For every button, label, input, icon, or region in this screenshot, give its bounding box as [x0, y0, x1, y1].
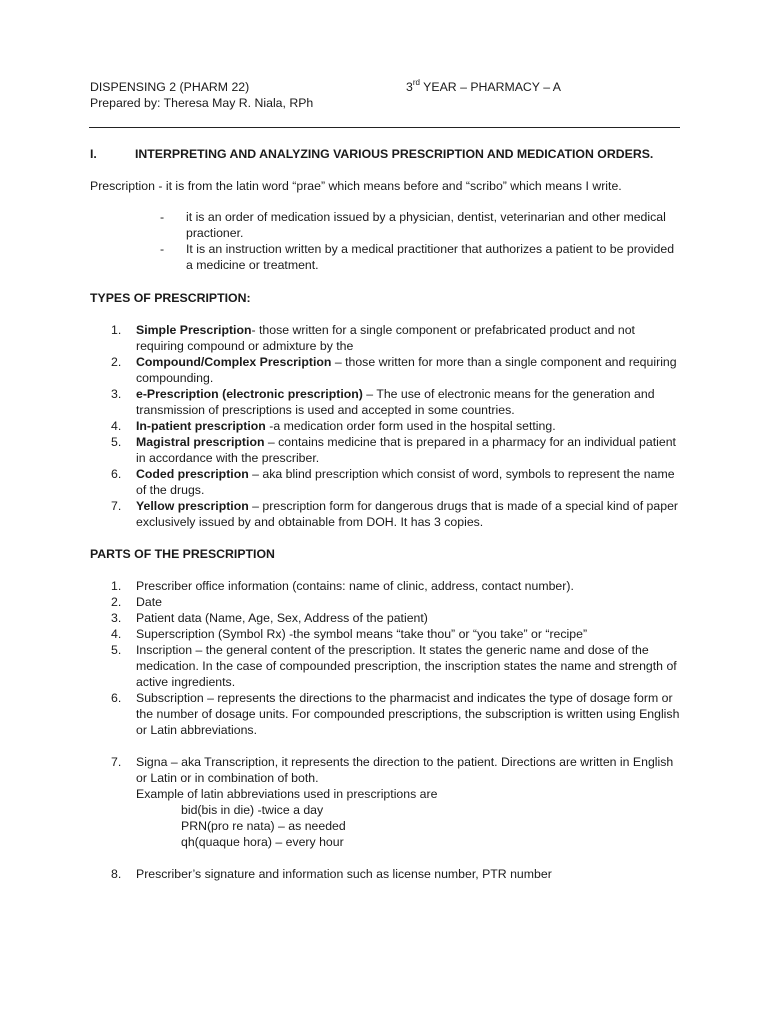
year-program: YEAR – PHARMACY – A	[419, 80, 561, 94]
list-item: 2. Compound/Complex Prescription – those written for more than a single component and requiring compounding.	[111, 355, 677, 385]
types-list	[111, 322, 681, 530]
list-item: 7. Signa – aka Transcription, it represents the direction to the patient. Directions are written in English or Latin or in combination of both. Example of latin abbreviations used in prescriptions are	[111, 755, 674, 801]
prepared-by: Prepared by: Theresa May R. Niala, RPh	[90, 96, 314, 110]
list-item: 2. Date	[111, 595, 162, 609]
prescription-definition: Prescription - it is from the latin word “prae” which means before and “scribo” which means I write.	[90, 179, 622, 193]
types-heading: TYPES OF PRESCRIPTION:	[90, 291, 251, 305]
type-term: In-patient prescription	[136, 419, 266, 433]
list-item: 1. Simple Prescription- those written for a single component or prefabricated product and not requiring compound or admixture by the	[111, 323, 635, 353]
type-term: e-Prescription (electronic prescription)	[136, 387, 363, 401]
list-item: 5. Magistral prescription – contains medicine that is prepared in a pharmacy for an individual patient in accordance with the prescriber.	[111, 435, 676, 465]
abbreviation-qh: qh(quaque hora) – every hour	[181, 835, 344, 849]
type-term: Simple Prescription	[136, 323, 252, 337]
list-item: 4. Superscription (Symbol Rx) -the symbol means “take thou” or “you take” or “recipe”	[111, 627, 588, 641]
course-title: DISPENSING 2 (PHARM 22)	[90, 80, 250, 94]
abbreviation-bid: bid(bis in die) -twice a day	[181, 803, 324, 817]
section-number: I.	[90, 147, 97, 161]
list-item: 5. Inscription – the general content of the prescription. It states the generic name and dose of the medication. In the case of compounded prescription, the inscription states the name and strength of active ingredients.	[111, 643, 677, 689]
header-divider	[89, 127, 680, 128]
type-term: Magistral prescription	[136, 435, 265, 449]
definition-bullets	[160, 209, 680, 273]
parts-list	[111, 578, 681, 738]
list-item: 4. In-patient prescription -a medication order form used in the hospital setting.	[111, 419, 556, 433]
list-item: 7. Yellow prescription – prescription form for dangerous drugs that is made of a special kind of paper exclusively issued by and obtainable from DOH. It has 3 copies.	[111, 499, 679, 529]
list-item: 8. Prescriber’s signature and information such as license number, PTR number	[111, 867, 552, 881]
definition-bullet: - It is an instruction written by a medical practitioner that authorizes a patient to be provided a medicine or treatment.	[160, 242, 675, 272]
year-ordinal: rd	[412, 77, 420, 87]
type-term: Coded prescription	[136, 467, 249, 481]
list-item: 1. Prescriber office information (contains: name of clinic, address, contact number).	[111, 579, 574, 593]
section-heading	[90, 146, 690, 162]
list-item: 6. Coded prescription – aka blind prescription which consist of word, symbols to represent the name of the drugs.	[111, 467, 675, 497]
signature-item	[111, 866, 681, 882]
signa-item	[111, 754, 681, 802]
year-section	[406, 79, 561, 95]
definition-bullet: - it is an order of medication issued by a physician, dentist, veterinarian and other medical practioner.	[160, 210, 666, 240]
type-term: Yellow prescription	[136, 499, 249, 513]
list-item: 3. Patient data (Name, Age, Sex, Address of the patient)	[111, 611, 428, 625]
type-term: Compound/Complex Prescription	[136, 355, 332, 369]
section-title: INTERPRETING AND ANALYZING VARIOUS PRESCRIPTION AND MEDICATION ORDERS.	[135, 147, 654, 161]
parts-heading: PARTS OF THE PRESCRIPTION	[90, 547, 275, 561]
example-intro: Example of latin abbreviations used in prescriptions are	[136, 787, 438, 801]
abbreviation-prn: PRN(pro re nata) – as needed	[181, 819, 346, 833]
year-number: 3	[406, 80, 413, 94]
list-item: 3. e-Prescription (electronic prescription) – The use of electronic means for the generation and transmission of prescriptions is used and accepted in some countries.	[111, 387, 655, 417]
list-item: 6. Subscription – represents the directions to the pharmacist and indicates the type of dosage form or the number of dosage units. For compounded prescriptions, the subscription is written using English or Latin abbreviations.	[111, 691, 680, 737]
